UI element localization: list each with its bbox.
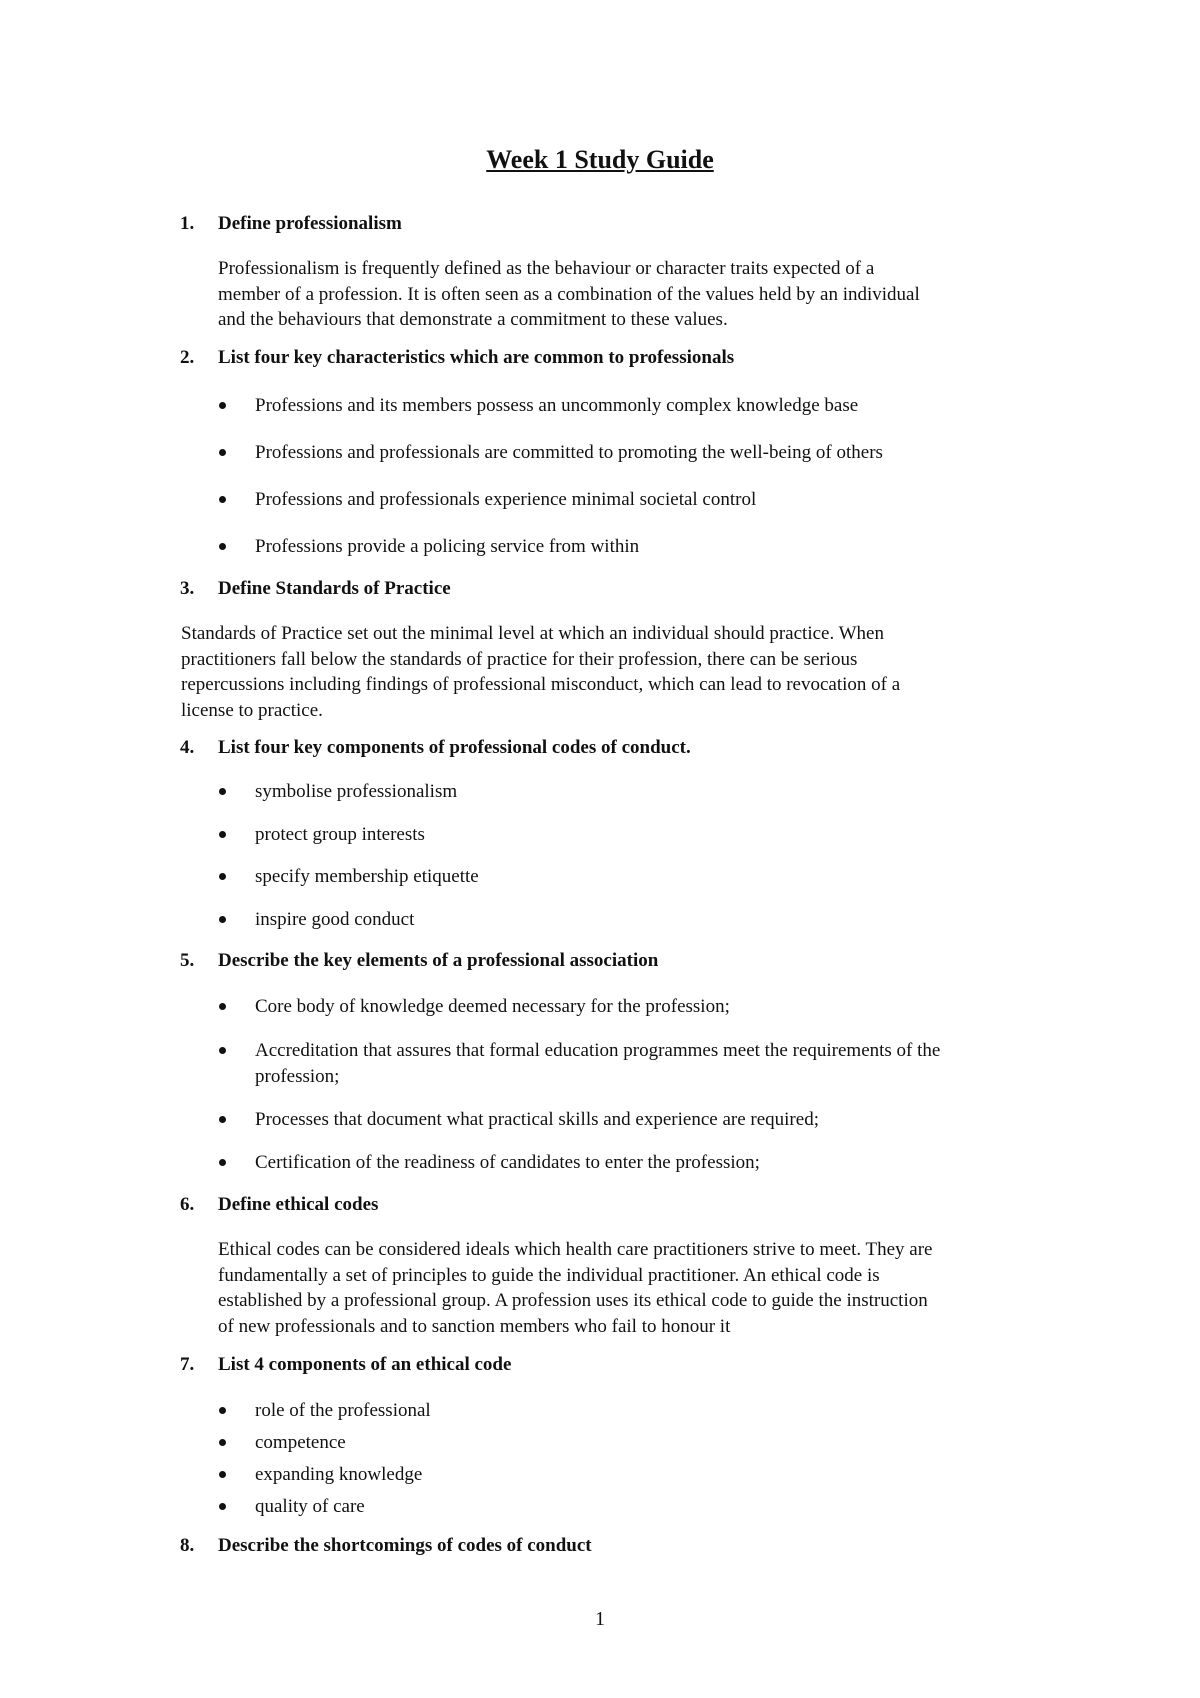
bullet-icon [219, 873, 226, 880]
paragraph-line: Standards of Practice set out the minimal level at which an individual should practice. When [181, 623, 884, 644]
answer-paragraph-6 [218, 1237, 933, 1339]
bullet-icon [219, 1116, 226, 1123]
bullet-icon [219, 1047, 226, 1054]
list-item-text: specify membership etiquette [255, 866, 479, 887]
paragraph-line: established by a professional group. A profession uses its ethical code to guide the instruction [218, 1290, 928, 1311]
list-item-text: Professions and its members possess an uncommonly complex knowledge base [255, 395, 859, 416]
list-item-line: Accreditation that assures that formal education programmes meet the requirements of the [255, 1040, 941, 1061]
paragraph-line: of new professionals and to sanction members who fail to honour it [218, 1315, 731, 1337]
answer-paragraph-3 [181, 621, 900, 723]
bullet-icon [219, 449, 226, 456]
question-text: Describe the key elements of a professional association [218, 950, 659, 971]
bullet-icon [219, 1439, 226, 1446]
question-text: Define Standards of Practice [218, 578, 451, 599]
list-item-text: symbolise professionalism [255, 781, 458, 802]
paragraph-line: member of a profession. It is often seen as a combination of the values held by an individual [218, 283, 920, 305]
list-item-text: Professions and professionals are committed to promoting the well-being of others [255, 442, 883, 463]
question-text: List 4 components of an ethical code [218, 1354, 512, 1375]
question-number: 2. [180, 347, 195, 368]
answer-paragraph-1 [218, 256, 920, 333]
question-number: 5. [180, 950, 195, 971]
paragraph-line: Professionalism is frequently defined as the behaviour or character traits expected of a [218, 258, 875, 279]
list-item-text: Certification of the readiness of candidates to enter the profession; [255, 1152, 760, 1173]
list-item-text: competence [255, 1432, 346, 1453]
list-item-text: Professions and professionals experience minimal societal control [255, 489, 757, 510]
bullet-icon [219, 1471, 226, 1478]
list-item-text: expanding knowledge [255, 1464, 423, 1485]
list-item-text: protect group interests [255, 824, 425, 845]
list-item-line: profession; [255, 1065, 340, 1087]
question-text: List four key components of professional codes of conduct. [218, 737, 691, 758]
paragraph-line: license to practice. [181, 699, 323, 721]
list-item-text: quality of care [255, 1496, 365, 1517]
paragraph-line: repercussions including findings of professional misconduct, which can lead to revocation of a [181, 674, 901, 695]
paragraph-line: fundamentally a set of principles to guide the individual practitioner. An ethical code is [218, 1264, 880, 1286]
question-text: Define professionalism [218, 213, 402, 234]
bullet-icon [219, 916, 226, 923]
question-number: 8. [180, 1535, 195, 1556]
bullet-icon [219, 496, 226, 503]
bullet-icon [219, 1159, 226, 1166]
question-number: 1. [180, 213, 195, 234]
list-item-text: role of the professional [255, 1400, 431, 1421]
paragraph-line: practitioners fall below the standards of practice for their profession, there can be serious [181, 648, 858, 670]
bullet-icon [219, 402, 226, 409]
bullet-icon [219, 543, 226, 550]
bullet-icon [219, 788, 226, 795]
list-item-text: Professions provide a policing service from within [255, 536, 640, 557]
bullet-icon [219, 1407, 226, 1414]
question-text: Define ethical codes [218, 1194, 379, 1215]
question-text: List four key characteristics which are common to professionals [218, 347, 735, 368]
bullet-icon [219, 831, 226, 838]
question-number: 4. [180, 737, 195, 758]
list-item-text: Core body of knowledge deemed necessary for the profession; [255, 996, 730, 1017]
bullet-icon [219, 1503, 226, 1510]
list-item-text [255, 1038, 940, 1089]
question-number: 7. [180, 1354, 195, 1375]
bullet-icon [219, 1003, 226, 1010]
page-number: 1 [595, 1608, 605, 1630]
paragraph-line: and the behaviours that demonstrate a commitment to these values. [218, 309, 728, 330]
question-number: 6. [180, 1194, 195, 1215]
question-text: Describe the shortcomings of codes of conduct [218, 1535, 592, 1556]
paragraph-line: Ethical codes can be considered ideals which health care practitioners strive to meet. They are [218, 1239, 933, 1260]
list-item-text: Processes that document what practical skills and experience are required; [255, 1109, 819, 1130]
list-item-text: inspire good conduct [255, 909, 415, 930]
page-title: Week 1 Study Guide [486, 145, 714, 174]
question-number: 3. [180, 578, 195, 599]
